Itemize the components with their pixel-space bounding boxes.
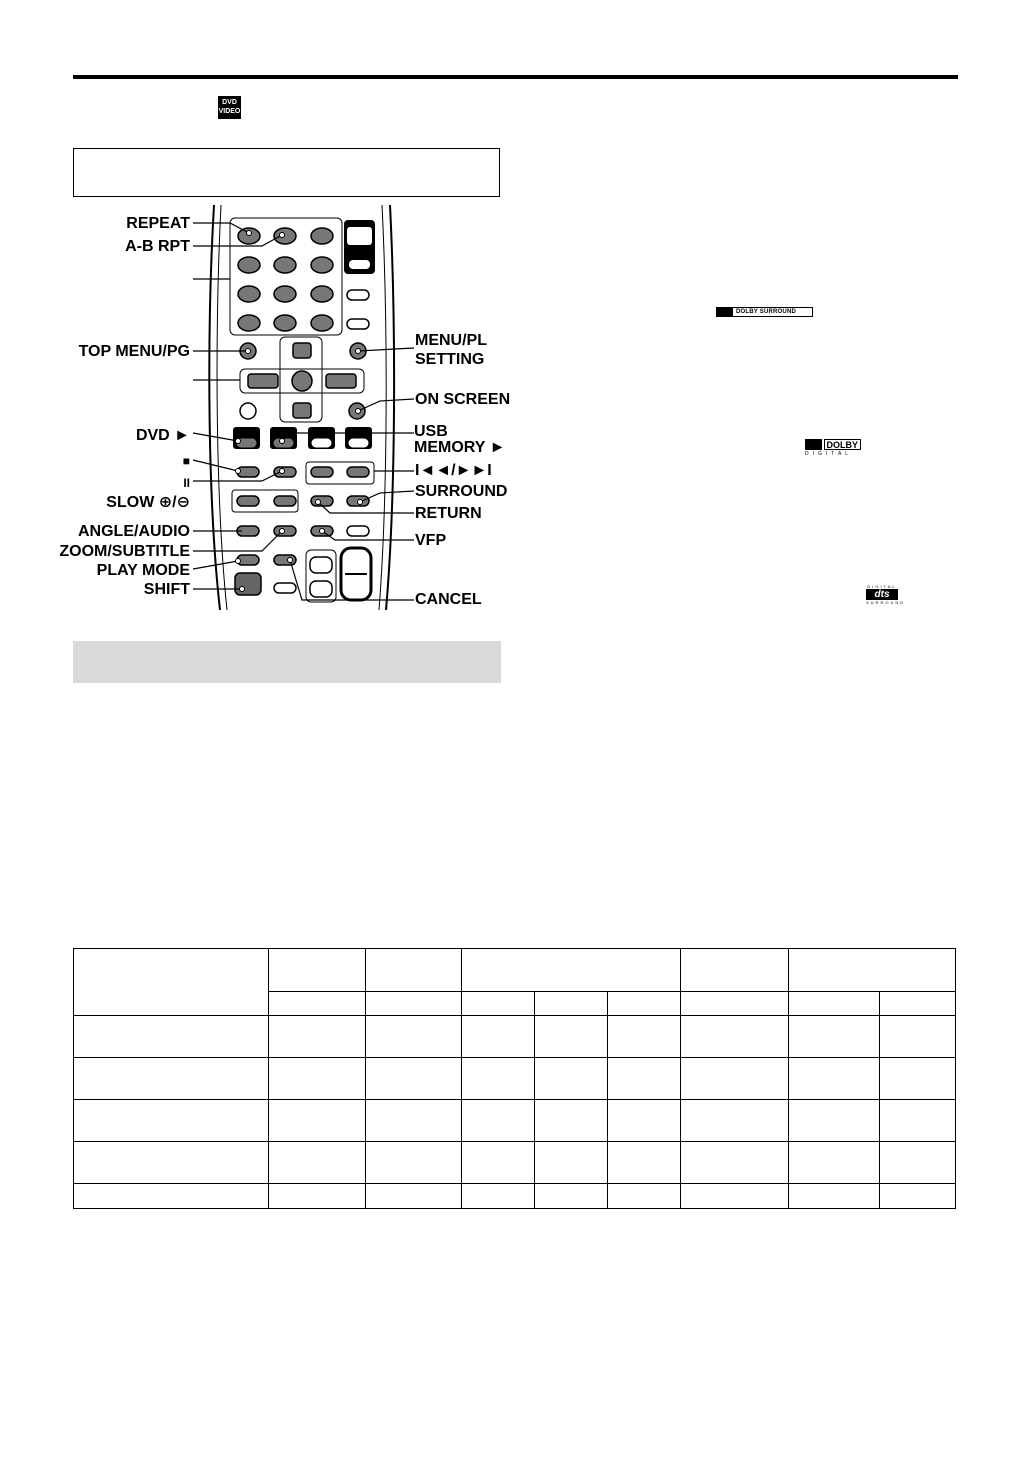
label-dvd-play: DVD ► bbox=[135, 427, 190, 444]
top-rule bbox=[73, 75, 958, 79]
dolby-digital-text: DOLBY bbox=[824, 439, 862, 450]
label-on-screen: ON SCREEN bbox=[415, 391, 511, 408]
dolby-surround-text: DOLBY SURROUND bbox=[736, 309, 797, 315]
dolby-dd-mark bbox=[717, 308, 733, 316]
label-shift: SHIFT bbox=[143, 581, 190, 598]
label-memory: MEMORY ► bbox=[414, 439, 506, 456]
dvd-video-badge bbox=[218, 96, 241, 119]
note-box bbox=[73, 148, 500, 197]
label-usb: USB bbox=[414, 423, 448, 440]
badge-line1: DVD bbox=[222, 99, 237, 106]
table-row bbox=[74, 1058, 956, 1100]
dts-bottom-text: SURROUND bbox=[866, 600, 906, 605]
label-surround: SURROUND bbox=[415, 483, 508, 500]
label-zoom-subtitle: ZOOM/SUBTITLE bbox=[59, 543, 190, 560]
label-play-mode: PLAY MODE bbox=[96, 562, 190, 579]
spec-table bbox=[73, 948, 956, 1209]
label-angle-audio: ANGLE/AUDIO bbox=[78, 523, 190, 540]
dolby-surround-logo bbox=[716, 307, 813, 317]
label-setting: SETTING bbox=[415, 351, 485, 368]
label-stop: ■ bbox=[182, 454, 190, 468]
dolby-digital-sub: DIGITAL bbox=[805, 451, 853, 457]
label-top-menu: TOP MENU/PG bbox=[78, 343, 190, 360]
label-repeat: REPEAT bbox=[126, 215, 190, 232]
label-skip: I◄◄/►►I bbox=[415, 462, 492, 479]
dts-main-text: dts bbox=[866, 589, 898, 600]
label-ab-rpt: A-B RPT bbox=[125, 238, 190, 255]
dolby-digital-logo bbox=[805, 439, 861, 459]
table-row bbox=[74, 1184, 956, 1209]
badge-line2: VIDEO bbox=[218, 108, 241, 115]
label-return: RETURN bbox=[415, 505, 482, 522]
label-vfp: VFP bbox=[415, 532, 447, 549]
section-header-bar bbox=[73, 641, 501, 683]
table-row bbox=[74, 1016, 956, 1058]
table-row bbox=[74, 1100, 956, 1142]
table-row bbox=[74, 1142, 956, 1184]
label-menu-pl: MENU/PL bbox=[415, 332, 487, 349]
label-slow: SLOW ⊕/⊖ bbox=[106, 494, 190, 511]
label-cancel: CANCEL bbox=[415, 591, 482, 608]
dts-logo bbox=[866, 584, 906, 606]
dolby-digital-mark bbox=[805, 439, 822, 450]
dts-top-text: DIGITAL bbox=[867, 584, 897, 589]
label-pause: II bbox=[183, 476, 190, 490]
table-row bbox=[74, 949, 956, 992]
